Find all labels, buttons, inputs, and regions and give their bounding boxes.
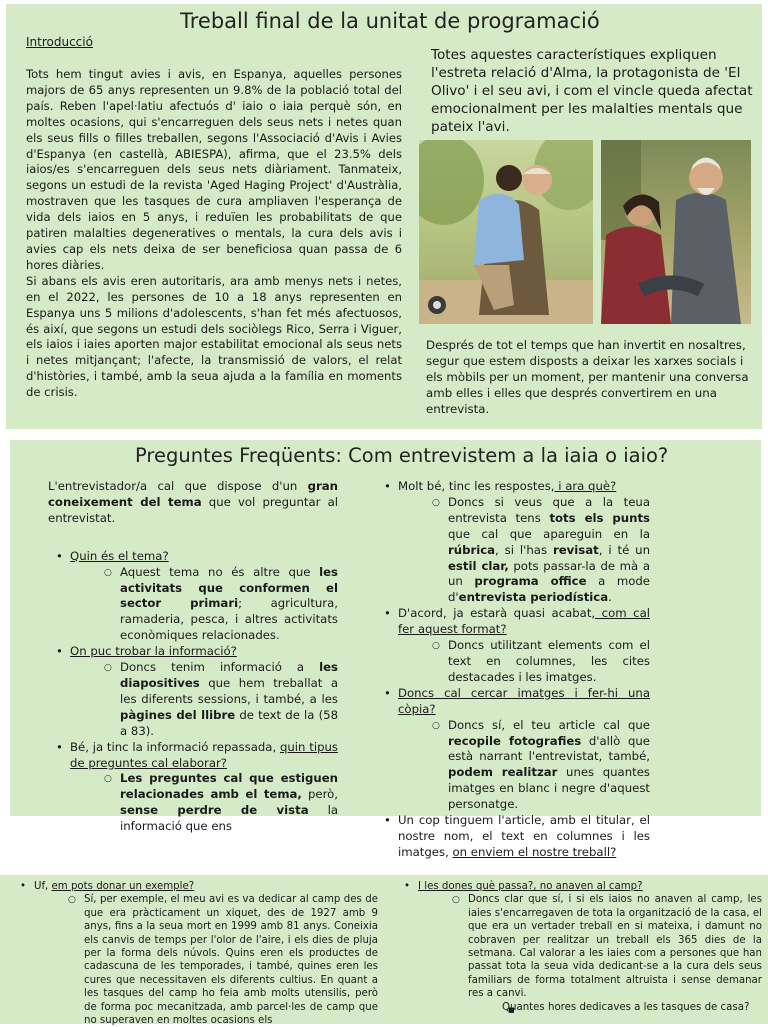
faq-question[interactable]: quin tipus de preguntes cal elaborar? (70, 739, 338, 770)
intro-heading: Introducció (26, 35, 93, 49)
page-title: Treball final de la unitat de programació (180, 9, 600, 33)
intro-paragraph-2: Si abans els avis eren autoritaris, ara amb menys nets i netes, en el 2022, les persones de 10 a 18 anys representen en Espanya uns 5 milions d'adolescents, s'han fet més afectuosos, és així, que segons un estudi dels sociòlegs Rico, Serra i Viguer, els iaios i iaies aporten major estabilitat emocional als seus nets i netes mitjançant; l'afecte, la transmissió de valors, el relat d'històries, i també, amb la seua ajuda a la família en moments de crisis. (26, 273, 402, 400)
faq-answer: ○ Sí, per exemple, el meu avi es va dedicar al camp des de que era pràcticament un xiquet, des de 1927 amb 9 anys, fins a la seua mort en 1999 amb 81 anys. Coneixia els canvis de temps per l'olor de l'aire, i els dies de pluja per la forma dels núvols. Quins eren els productes de cadascuna de les temporades, i també, quines eren les cures que necessitaven els diferents cultius. En quant a les tasques del camp ho feia amb molts utensilis, però de forma poc mecanitzada, amb parcel·les de camp que no superaven en moltes ocasions els (34, 893, 378, 1027)
faq-question[interactable]: on enviem el nostre treball? (452, 844, 617, 859)
example-left-column (12, 880, 378, 1027)
faq-item (48, 549, 338, 644)
faq-item (396, 880, 762, 1014)
sub-question: ■ Quantes hores dedicaves a les tasques de casa? (468, 1001, 762, 1014)
faq-left-column (48, 479, 338, 835)
examples-panel (0, 875, 768, 1027)
faq-item: • Un cop tinguem l'article, amb el titular, el nostre nom, el text en columnes i les imatges, on enviem el nostre treball? (376, 813, 650, 861)
faq-intro: L'entrevistador/a cal que dispose d'un gran coneixement del tema que vol preguntar al entrevistat. (48, 479, 338, 525)
film-relation-text: Totes aquestes característiques expliquen l'estreta relació d'Alma, la protagonista de 'El Olivo' i el seu avi, i com el vincle queda afectat emocionalment per les malalties mentals que pateix l'avi. (431, 47, 753, 135)
faq-question[interactable]: i ara què? (554, 479, 617, 493)
intro-panel (6, 4, 762, 429)
faq-panel (10, 440, 761, 859)
faq-item: • Uf, em pots donar un exemple? ○ Sí, per exemple, el meu avi es va dedicar al camp des de que era pràcticament un xiquet, des de 1927 amb 9 anys, fins a la seua mort en 1999 amb 81 anys. Coneixia els canvis de temps per l'olor de l'aire, i els dies de pluja per la forma dels núvols. Quins eren els productes de cadascuna de les temporades, i també, quines eren les cures que necessitaven els diferents cultius. En quant a les tasques del camp ho feia amb molts utensilis, però de forma poc mecanitzada, amb parcel·les de camp que no superaven en moltes ocasions els (12, 880, 378, 1027)
film-still-hug-photo (419, 140, 593, 324)
faq-question[interactable]: Quin és el tema? (70, 548, 169, 563)
faq-answer: ○ Doncs si veus que a la teua entrevista tens tots els punts que cal que apareguin en la rúbrica, si l'has revisat, i té un estil clar, pots passar-la de mà a un programa office a mode d'entrevista periodística. (398, 495, 650, 606)
faq-title: Preguntes Freqüents: Com entrevistem a la iaia o iaio? (135, 444, 669, 467)
faq-answer: ○ Doncs tenim informació a les diapositives que hem treballat a les diferents sessions, i també, a les pàgines del llibre de text de la (58 a 83). (70, 660, 338, 740)
faq-question[interactable]: On puc trobar la informació? (70, 644, 237, 659)
example-right-column (396, 880, 762, 1014)
faq-answer: ○ Doncs utilitzant elements com el text en columnes, les cites destacades i les imatges. (398, 638, 650, 686)
faq-item (48, 644, 338, 739)
faq-right-column (376, 479, 650, 861)
faq-answer: ○ Aquest tema no és altre que les activitats que conformen el sector primari; agricultura, ramaderia, pesca, i altres activitats econòmiques relacionades. (70, 565, 338, 645)
faq-answer: ○ Doncs sí, el teu article cal que recopile fotografies d'allò que està narrant l'entrevistat, també, podem realitzar unes quantes imatges en blanc i negre d'aquest personatge. (398, 718, 650, 813)
faq-question[interactable]: com cal fer aquest format? (398, 606, 650, 637)
faq-question[interactable]: Doncs cal cercar imatges i fer-hi una còpia? (398, 685, 650, 716)
faq-item: • D'acord, ja estarà quasi acabat, com cal fer aquest format? ○ Doncs utilitzant elements com el text en columnes, les cites destacades i les imatges. (376, 606, 650, 686)
faq-question[interactable]: em pots donar un exemple? (51, 881, 195, 892)
faq-item: • Bé, ja tinc la informació repassada, quin tipus de preguntes cal elaborar? ○ Les preguntes cal que estiguen relacionades amb el tema, però, sense perdre de vista la informació que ens (48, 740, 338, 835)
intro-paragraph-1: Tots hem tingut avies i avis, en Espanya, aquelles persones majors de 65 anys representen un 9.8% de la població total del país. Reben l'apel·latiu afectuós d' iaio o iaia perquè són, en moltes ocasions, qui s'encarreguen dels seus nets i netes quan els seus fills o filles treballen, segons l'Associació d'Avis i Avies d'Espanya (en castellà, ABIESPA), afirma, que el 23.5% dels iaios/es s'encarreguen dels seus nets diàriament. Tanmateix, segons un estudi de la revista 'Aged Haging Project' d'Austràlia, mostraven que les tasques de cura ampliaven l'esperança de vida dels iaios en 5 anys, i reduïen les probabilitats de que patiren malalties degeneratives o mentals, la cura dels avis i avies cap els nets deixa de ser beneficiosa quan passa de 6 hores diàries. (26, 67, 402, 272)
faq-question[interactable]: I les dones què passa?, no anaven al camp? (418, 881, 643, 892)
faq-item (376, 686, 650, 813)
intro-body (26, 67, 402, 401)
film-still-bench-photo (601, 140, 751, 324)
faq-answer: ○ Les preguntes cal que estiguen relacionades amb el tema, però, sense perdre de vista la informació que ens (70, 771, 338, 835)
faq-answer: ○ Doncs clar que sí, i si els iaios no anaven al camp, les iaies s'encarregaven de tota la organització de la casa, el que era un vertader treball en si mateixa, i damunt no cobraven per realitzar un treball els 365 dies de la setmana. Cal valorar a les iaies com a persones que han passat tota la seua vida dedicant-se a la cura dels seus familiars de forma totalment altruista i sense demanar res a canvi. ■ Quantes hores dedicaves a les tasques de casa? (418, 893, 762, 1014)
faq-item: • Molt bé, tinc les respostes, i ara què? ○ Doncs si veus que a la teua entrevista tens tots els punts que cal que apareguin en la rúbrica, si l'has revisat, i té un estil clar, pots passar-la de mà a un programa office a mode d'entrevista periodística. (376, 479, 650, 606)
interview-invitation-text: Després de tot el temps que han invertit en nosaltres, segur que estem disposts a deixar les xarxes socials i els mòbils per un moment, per mantenir una conversa amb elles i elles que després convertirem en una entrevista. (426, 338, 749, 416)
